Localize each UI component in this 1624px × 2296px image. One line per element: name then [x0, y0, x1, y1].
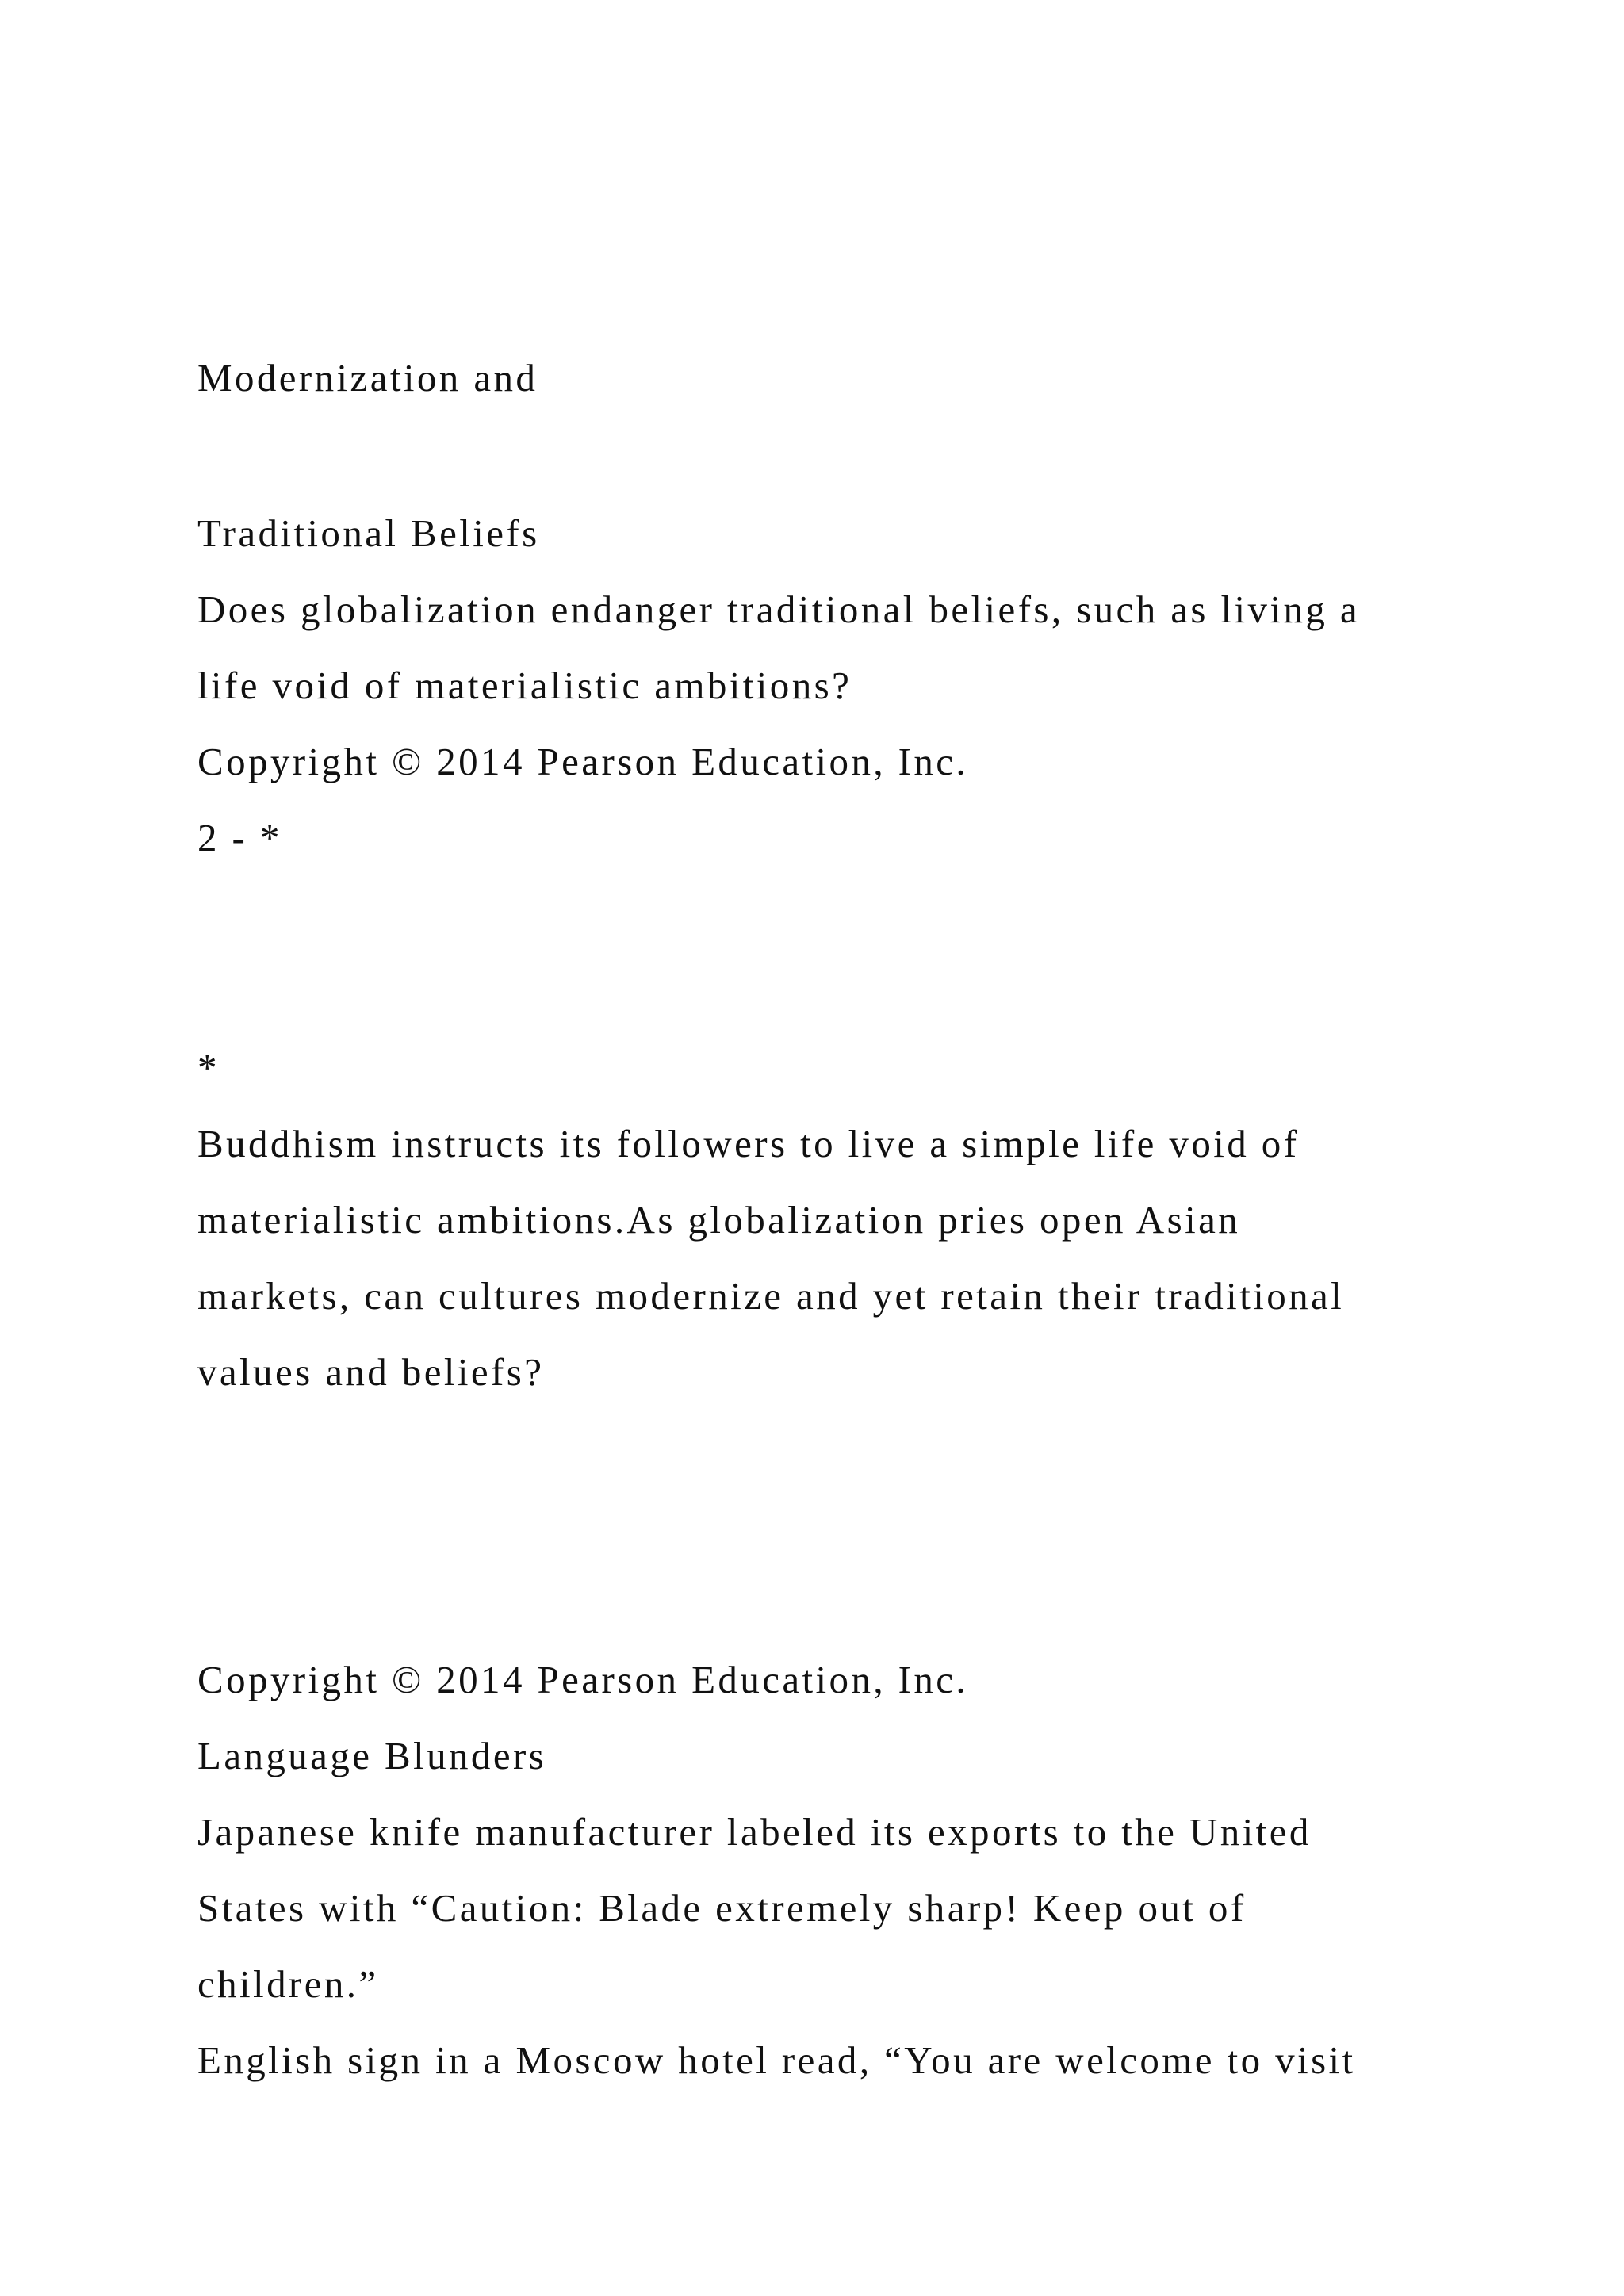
- section-title: Language Blunders: [197, 1734, 547, 1777]
- body-text-line: Does globalization endanger traditional beliefs, such as living a: [197, 587, 1361, 631]
- body-text-line: Japanese knife manufacturer labeled its exports to the United: [197, 1810, 1312, 1854]
- section-title-line-2: Traditional Beliefs: [197, 511, 540, 555]
- copyright-text: Copyright © 2014 Pearson Education, Inc.: [197, 1658, 969, 1701]
- body-text-line: children.”: [197, 1962, 379, 2006]
- asterisk-marker: *: [197, 1046, 220, 1089]
- body-text-line: Buddhism instructs its followers to live a simple life void of: [197, 1122, 1300, 1165]
- body-text-line: States with “Caution: Blade extremely sharp! Keep out of: [197, 1886, 1247, 1930]
- body-text-line: English sign in a Moscow hotel read, “You are welcome to visit: [197, 2038, 1356, 2082]
- body-text-line: life void of materialistic ambitions?: [197, 664, 852, 707]
- body-text-line: markets, can cultures modernize and yet retain their traditional: [197, 1274, 1345, 1318]
- body-text-line: materialistic ambitions.As globalization pries open Asian: [197, 1198, 1241, 1242]
- body-text-line: values and beliefs?: [197, 1350, 545, 1394]
- copyright-text: Copyright © 2014 Pearson Education, Inc.: [197, 740, 969, 783]
- section-title-line-1: Modernization and: [197, 356, 538, 400]
- slide-number: 2 - *: [197, 816, 282, 859]
